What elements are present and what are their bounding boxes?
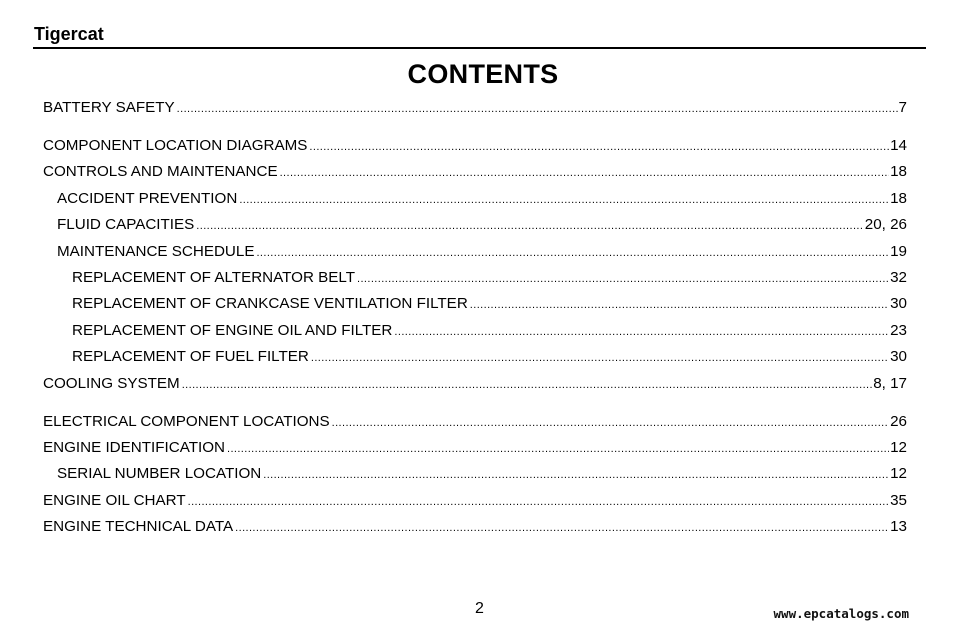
toc-entry-accident-prevention[interactable] <box>57 189 907 210</box>
toc-dot-leader <box>311 348 889 368</box>
toc-dot-leader <box>263 465 889 485</box>
toc-entry-page: 7 <box>898 99 907 116</box>
toc-entry-label: ENGINE IDENTIFICATION <box>43 439 225 456</box>
toc-entry-label: REPLACEMENT OF ENGINE OIL AND FILTER <box>72 322 393 339</box>
toc-dot-leader <box>357 269 889 289</box>
toc-entry-label: CONTROLS AND MAINTENANCE <box>43 163 278 180</box>
toc-entry-maintenance-schedule[interactable] <box>57 242 907 263</box>
toc-entry-label: ENGINE OIL CHART <box>43 492 186 509</box>
toc-dot-leader <box>239 190 889 210</box>
toc-entry-page: 12 <box>890 439 907 456</box>
toc-entry-label: ACCIDENT PREVENTION <box>57 190 238 207</box>
toc-entry-label: ENGINE TECHNICAL DATA <box>43 518 234 535</box>
toc-entry-page: 30 <box>890 295 907 312</box>
toc-entry-page: 30 <box>890 348 907 365</box>
toc-dot-leader <box>280 163 890 183</box>
toc-entry-serial-number-location[interactable] <box>57 464 907 485</box>
toc-dot-leader <box>196 216 863 236</box>
toc-entry-label: FLUID CAPACITIES <box>57 216 195 233</box>
toc-entry-page: 13 <box>890 518 907 535</box>
toc-dot-leader <box>256 243 889 263</box>
toc-entry-label: SERIAL NUMBER LOCATION <box>57 465 262 482</box>
toc-entry-page: 26 <box>890 413 907 430</box>
toc-entry-engine-technical-data[interactable] <box>43 517 907 538</box>
brand-name: Tigercat <box>34 24 104 44</box>
toc-dot-leader <box>309 137 889 157</box>
toc-entry-fluid-capacities[interactable] <box>57 215 907 236</box>
toc-entry-electrical-component-locations[interactable] <box>43 412 907 433</box>
toc-entry-engine-oil-chart[interactable] <box>43 491 907 512</box>
toc-entry-page: 12 <box>890 465 907 482</box>
toc-entry-page: 18 <box>890 190 907 207</box>
toc-entry-controls-and-maintenance[interactable] <box>43 162 907 183</box>
toc-entry-label: BATTERY SAFETY <box>43 99 175 116</box>
toc-entry-page: 32 <box>890 269 907 286</box>
toc-entry-page: 20, 26 <box>864 216 907 233</box>
header-divider <box>33 47 926 49</box>
toc-entry-page: 8, 17 <box>873 375 907 392</box>
toc-entry-component-location-diagrams[interactable] <box>43 136 907 157</box>
toc-dot-leader <box>177 99 898 119</box>
toc-dot-leader <box>394 322 889 342</box>
toc-entry-label: REPLACEMENT OF CRANKCASE VENTILATION FILTER <box>72 295 468 312</box>
page-title: CONTENTS <box>407 59 559 89</box>
toc-entry-battery-safety[interactable] <box>43 98 907 119</box>
toc-entry-replacement-of-alternator-belt[interactable] <box>72 268 907 289</box>
toc-dot-leader <box>182 375 873 395</box>
toc-entry-page: 35 <box>890 492 907 509</box>
toc-entry-label: MAINTENANCE SCHEDULE <box>57 243 255 260</box>
toc-entry-replacement-of-fuel-filter[interactable] <box>72 347 907 368</box>
toc-entry-label: REPLACEMENT OF FUEL FILTER <box>72 348 309 365</box>
toc-entry-engine-identification[interactable] <box>43 438 907 459</box>
page-number: 2 <box>475 600 484 617</box>
toc-entry-replacement-of-engine-oil-and-filter[interactable] <box>72 321 907 342</box>
toc-dot-leader <box>235 518 889 538</box>
toc-entry-label: COOLING SYSTEM <box>43 375 180 392</box>
toc-dot-leader <box>470 295 889 315</box>
toc-entry-page: 18 <box>890 163 907 180</box>
toc-entry-page: 23 <box>890 322 907 339</box>
watermark-url: www.epcatalogs.com <box>773 606 909 621</box>
toc-entry-page: 14 <box>890 137 907 154</box>
toc-entry-replacement-of-crankcase-ventilation-filter[interactable] <box>72 294 907 315</box>
toc-entry-label: ELECTRICAL COMPONENT LOCATIONS <box>43 413 330 430</box>
toc-dot-leader <box>188 492 889 512</box>
toc-entry-page: 19 <box>890 243 907 260</box>
toc-entry-label: REPLACEMENT OF ALTERNATOR BELT <box>72 269 355 286</box>
toc-entry-label: COMPONENT LOCATION DIAGRAMS <box>43 137 308 154</box>
toc-dot-leader <box>227 439 889 459</box>
toc-dot-leader <box>332 413 889 433</box>
toc-entry-cooling-system[interactable] <box>43 374 907 395</box>
